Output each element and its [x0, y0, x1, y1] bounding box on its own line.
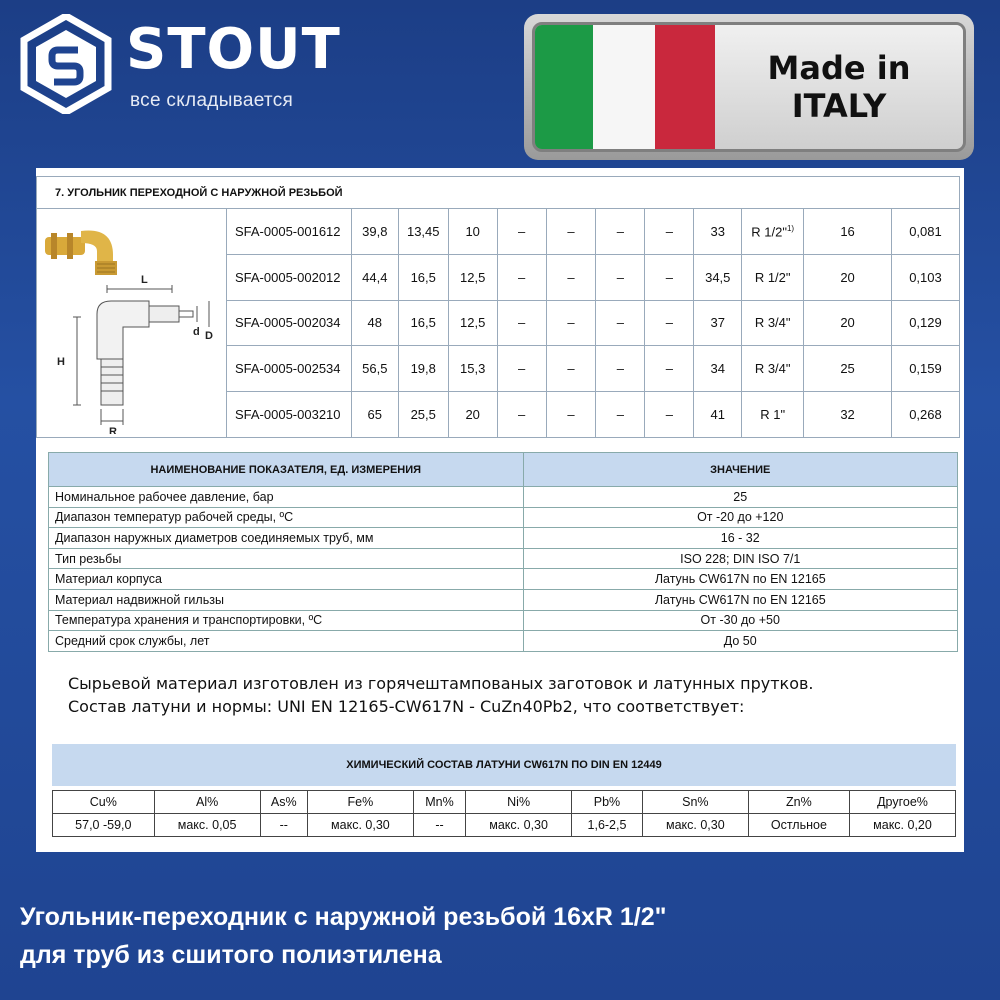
table-cell: SFA-0005-003210 — [226, 392, 351, 438]
table-cell: – — [546, 254, 596, 300]
spec-value: От -30 до +50 — [523, 610, 958, 631]
spec-value: 16 - 32 — [523, 528, 958, 549]
table-cell: SFA-0005-002034 — [226, 300, 351, 346]
chem-value: макс. 0,30 — [466, 814, 572, 837]
dim-label-L: L — [141, 274, 149, 286]
spec-table — [48, 452, 958, 652]
table-cell: 0,103 — [891, 254, 959, 300]
table-cell: 12,5 — [448, 300, 497, 346]
product-table — [36, 176, 960, 438]
table-cell: 16 — [804, 209, 892, 255]
product-table-title: 7. УГОЛЬНИК ПЕРЕХОДНОЙ С НАРУЖНОЙ РЕЗЬБОЙ — [37, 177, 960, 209]
brand-tagline: все складывается — [130, 90, 294, 111]
chem-header: Fe% — [307, 791, 413, 814]
flag-white-stripe — [593, 25, 655, 149]
table-cell: – — [546, 392, 596, 438]
chem-header: Cu% — [53, 791, 155, 814]
table-cell: – — [645, 392, 694, 438]
chem-header: Zn% — [748, 791, 849, 814]
chem-table — [52, 790, 956, 837]
table-cell: 19,8 — [398, 346, 448, 392]
chem-value: -- — [413, 814, 465, 837]
description-line-1: Сырьевой материал изготовлен из горячештампованых заготовок и латунных прутков. — [68, 674, 814, 693]
spec-name: Диапазон наружных диаметров соединяемых труб, мм — [49, 528, 524, 549]
table-cell: 34 — [694, 346, 742, 392]
table-cell: 37 — [694, 300, 742, 346]
table-row — [49, 610, 958, 631]
table-cell: 12,5 — [448, 254, 497, 300]
table-cell: – — [497, 254, 546, 300]
table-cell: – — [645, 300, 694, 346]
table-cell: – — [645, 209, 694, 255]
product-title-line-1: Угольник-переходник с наружной резьбой 16xR 1/2" — [20, 903, 667, 931]
table-cell: 20 — [804, 300, 892, 346]
table-cell: 0,081 — [891, 209, 959, 255]
flag-red-stripe — [655, 25, 715, 149]
flag-green-stripe — [535, 25, 593, 149]
product-title-line-2: для труб из сшитого полиэтилена — [20, 941, 442, 969]
spec-name: Средний срок службы, лет — [49, 631, 524, 652]
product-title — [20, 898, 980, 974]
table-cell: 20 — [804, 254, 892, 300]
spec-name: Диапазон температур рабочей среды, ºС — [49, 507, 524, 528]
table-cell: – — [497, 300, 546, 346]
table-cell: 56,5 — [351, 346, 398, 392]
chem-table-title: ХИМИЧЕСКИЙ СОСТАВ ЛАТУНИ CW617N ПО DIN EN 12449 — [52, 744, 956, 786]
dim-label-D: D — [205, 330, 214, 342]
description-line-2: Состав латуни и нормы: UNI EN 12165-CW617N - CuZn40Pb2, что соответствует: — [68, 697, 745, 716]
product-image-cell — [37, 209, 227, 438]
made-in-italy-badge — [524, 14, 974, 160]
table-cell: 0,268 — [891, 392, 959, 438]
table-cell: – — [596, 346, 645, 392]
chem-value: 1,6-2,5 — [572, 814, 643, 837]
table-cell: SFA-0005-002012 — [226, 254, 351, 300]
stout-logo-icon — [20, 14, 112, 114]
table-cell: – — [546, 209, 596, 255]
table-cell: 44,4 — [351, 254, 398, 300]
spec-name: Температура хранения и транспортировки, ºС — [49, 610, 524, 631]
spec-value: Латунь CW617N по EN 12165 — [523, 569, 958, 590]
table-cell: 10 — [448, 209, 497, 255]
spec-value: Латунь CW617N по EN 12165 — [523, 589, 958, 610]
table-cell: R 1" — [742, 392, 804, 438]
table-cell: 33 — [694, 209, 742, 255]
spec-value: До 50 — [523, 631, 958, 652]
table-cell: – — [596, 209, 645, 255]
spec-name: Материал надвижной гильзы — [49, 589, 524, 610]
table-cell: – — [497, 209, 546, 255]
table-cell: 16,5 — [398, 254, 448, 300]
table-row — [37, 209, 960, 255]
spec-name: Тип резьбы — [49, 548, 524, 569]
table-cell: 13,45 — [398, 209, 448, 255]
table-cell: – — [497, 392, 546, 438]
table-cell: 39,8 — [351, 209, 398, 255]
chem-value: -- — [260, 814, 307, 837]
table-cell — [742, 209, 804, 255]
table-cell: 20 — [448, 392, 497, 438]
spec-header-name: НАИМЕНОВАНИЕ ПОКАЗАТЕЛЯ, ЕД. ИЗМЕРЕНИЯ — [49, 453, 524, 487]
table-cell: 34,5 — [694, 254, 742, 300]
table-cell: – — [596, 300, 645, 346]
chem-value: макс. 0,30 — [642, 814, 748, 837]
made-in-label: Made in — [767, 48, 911, 87]
material-description — [68, 672, 928, 718]
table-cell: – — [645, 254, 694, 300]
table-cell: – — [596, 254, 645, 300]
chem-header: Ni% — [466, 791, 572, 814]
footnote-mark: 1) — [786, 223, 795, 233]
brand-name: STOUT — [126, 17, 341, 82]
chem-header: Другое% — [850, 791, 956, 814]
thread-value: R 1/2" — [751, 224, 787, 240]
table-row — [49, 548, 958, 569]
dim-label-R: R — [109, 426, 118, 434]
spec-name: Материал корпуса — [49, 569, 524, 590]
table-cell: R 3/4" — [742, 346, 804, 392]
table-cell: – — [546, 346, 596, 392]
spec-value: 25 — [523, 487, 958, 508]
dim-label-H: H — [57, 356, 66, 368]
table-cell: 48 — [351, 300, 398, 346]
chem-value: 57,0 -59,0 — [53, 814, 155, 837]
table-cell: 41 — [694, 392, 742, 438]
chem-value: макс. 0,05 — [154, 814, 260, 837]
table-cell: – — [596, 392, 645, 438]
spec-header-value: ЗНАЧЕНИЕ — [523, 453, 958, 487]
table-row — [53, 814, 956, 837]
table-cell: SFA-0005-001612 — [226, 209, 351, 255]
table-row — [49, 631, 958, 652]
table-row — [49, 507, 958, 528]
elbow-fitting-drawing-icon — [37, 209, 225, 434]
header — [0, 0, 1000, 168]
table-cell: – — [645, 346, 694, 392]
table-cell: SFA-0005-002534 — [226, 346, 351, 392]
table-cell: 32 — [804, 392, 892, 438]
spec-panel — [36, 168, 964, 852]
chem-value: макс. 0,20 — [850, 814, 956, 837]
table-row — [53, 791, 956, 814]
table-cell: – — [546, 300, 596, 346]
chem-header: Pb% — [572, 791, 643, 814]
chem-header: As% — [260, 791, 307, 814]
country-label: ITALY — [791, 87, 887, 125]
dim-label-d: d — [193, 326, 201, 338]
spec-name: Номинальное рабочее давление, бар — [49, 487, 524, 508]
table-cell: – — [497, 346, 546, 392]
chem-header: Sn% — [642, 791, 748, 814]
spec-value: От -20 до +120 — [523, 507, 958, 528]
table-cell: 16,5 — [398, 300, 448, 346]
table-cell: 15,3 — [448, 346, 497, 392]
table-cell: R 3/4" — [742, 300, 804, 346]
spec-value: ISO 228; DIN ISO 7/1 — [523, 548, 958, 569]
table-cell: R 1/2" — [742, 254, 804, 300]
table-cell: 65 — [351, 392, 398, 438]
table-cell: 0,129 — [891, 300, 959, 346]
table-cell: 0,159 — [891, 346, 959, 392]
chem-header: Al% — [154, 791, 260, 814]
table-row — [49, 528, 958, 549]
chem-value: макс. 0,30 — [307, 814, 413, 837]
chem-header: Mn% — [413, 791, 465, 814]
chem-value: Остльное — [748, 814, 849, 837]
table-row — [49, 487, 958, 508]
table-cell: 25 — [804, 346, 892, 392]
table-cell: 25,5 — [398, 392, 448, 438]
table-row — [49, 589, 958, 610]
table-row — [49, 569, 958, 590]
